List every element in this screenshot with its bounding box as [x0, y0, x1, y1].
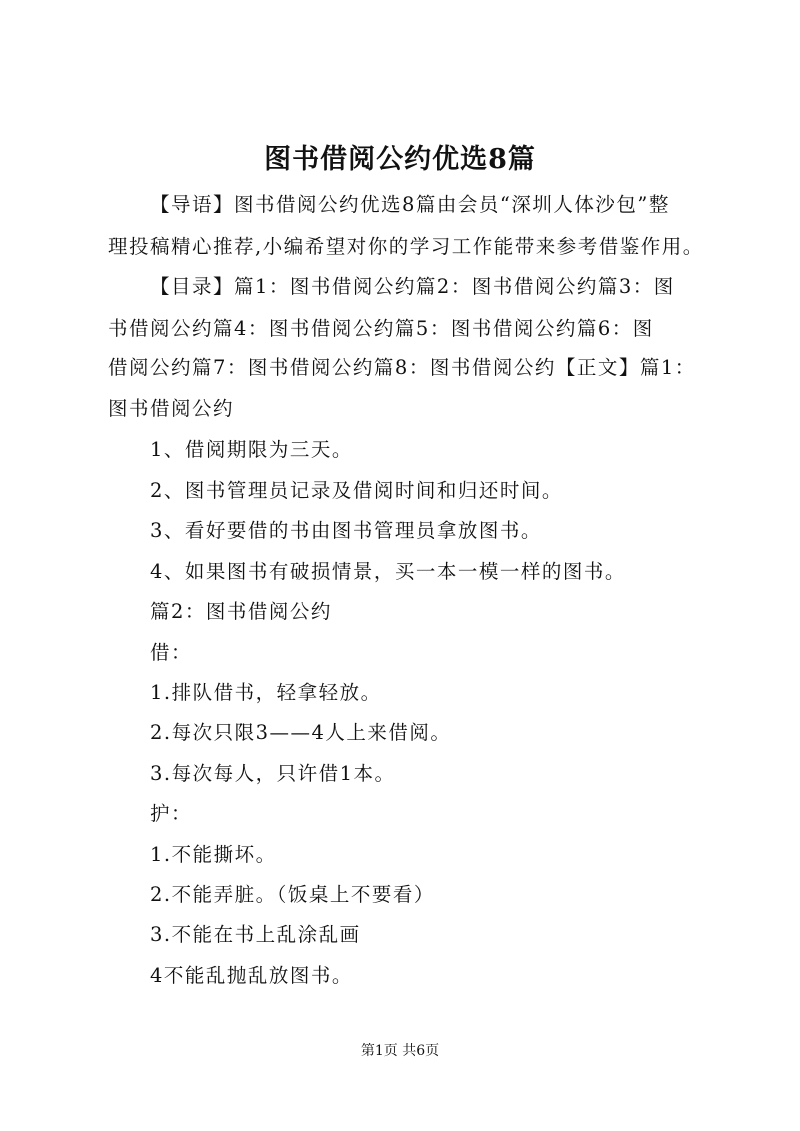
intro-line-1: 【导语】图书借阅公约优选8篇由会员“深圳人体沙包”整: [150, 193, 670, 216]
list-item: 4不能乱抛乱放图书。: [150, 964, 353, 987]
list-item: 2.不能弄脏。（饭桌上不要看）: [150, 883, 435, 906]
list-item: 3、看好要借的书由图书管理员拿放图书。: [150, 519, 542, 542]
intro-line-2: 理投稿精心推荐,小编希望对你的学习工作能带来参考借鉴作用。: [108, 235, 704, 258]
toc-line-1: 【目录】篇1：图书借阅公约篇2：图书借阅公约篇3：图: [150, 275, 675, 298]
list-item: 1.不能撕坏。: [150, 843, 277, 866]
section-heading: 篇2：图书借阅公约: [150, 600, 332, 623]
list-item: 2、图书管理员记录及借阅时间和归还时间。: [150, 479, 563, 502]
document-title: 图书借阅公约优选8篇: [264, 144, 536, 175]
list-item: 3.不能在书上乱涂乱画: [150, 923, 361, 946]
toc-line-4: 图书借阅公约: [108, 397, 235, 420]
toc-line-3: 借阅公约篇7：图书借阅公约篇8：图书借阅公约【正文】篇1：: [108, 356, 696, 379]
list-item: 3.每次每人，只许借1本。: [150, 762, 396, 785]
list-item: 1、借阅期限为三天。: [150, 438, 353, 461]
list-item: 1.排队借书，轻拿轻放。: [150, 681, 382, 704]
list-item: 2.每次只限3——4人上来借阅。: [150, 721, 452, 744]
toc-line-2: 书借阅公约篇4：图书借阅公约篇5：图书借阅公约篇6：图: [108, 317, 654, 340]
subheading-protect: 护：: [150, 802, 193, 825]
list-item: 4、如果图书有破损情景，买一本一模一样的图书。: [150, 560, 626, 583]
subheading-borrow: 借：: [150, 641, 193, 664]
page-footer: 第1页 共6页: [360, 1043, 440, 1059]
